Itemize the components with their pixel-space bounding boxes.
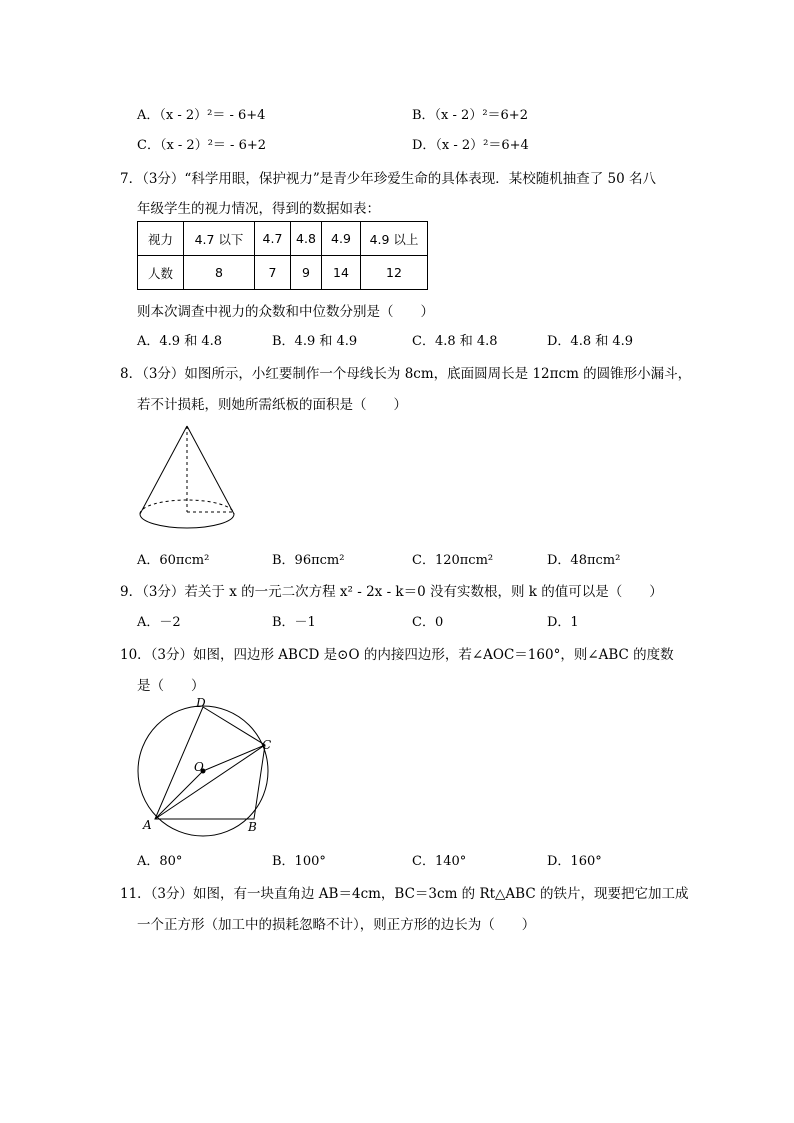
table-cell: 8 [184,256,255,290]
q7-stem-line2: 年级学生的视力情况，得到的数据如表： [137,201,380,217]
table-cell: 4.9 以上 [361,222,428,256]
q11-stem-line2: 一个正方形（加工中的损耗忽略不计），则正方形的边长为（ ） [137,917,536,933]
q8-option-b: B．96πcm² [272,553,345,568]
q8-option-d: D．48πcm² [547,553,621,568]
q10-option-a: A．80° [137,854,183,869]
table-cell: 9 [291,256,322,290]
q6-option-b: B．（x - 2）²＝6+2 [412,108,528,123]
q6-option-c: C．（x - 2）²＝ - 6+2 [137,138,267,153]
table-cell: 12 [361,256,428,290]
q11-stem-line1: 11．（3分）如图，有一块直角边 AB＝4cm，BC＝3cm 的 Rt△ABC 的铁片，现要把它加工成 [120,886,689,902]
q6-option-d: D．（x - 2）²＝6+4 [412,138,529,153]
cone-figure [130,418,250,536]
q9-option-d: D．1 [547,615,579,630]
q8-stem-line2: 若不计损耗，则她所需纸板的面积是（ ） [137,397,407,413]
q10-stem-line2: 是（ ） [137,678,205,694]
table-cell: 视力 [138,222,184,256]
label-o: O [194,760,204,774]
vision-data-table [137,221,428,290]
table-cell: 7 [255,256,291,290]
table-cell: 4.7 [255,222,291,256]
q10-option-c: C．140° [412,854,467,869]
circle-quadrilateral-figure [135,693,285,838]
q6-option-a: A．（x - 2）²＝ - 6+4 [137,108,266,123]
q9-option-c: C．0 [412,615,444,630]
q9-option-b: B．－1 [272,615,316,630]
q7-stem-line1: 7．（3分）“科学用眼，保护视力”是青少年珍爱生命的具体表现．某校随机抽查了 50 名八 [120,171,656,187]
table-row [138,256,428,290]
q9-option-a: A．－2 [137,615,181,630]
q10-option-d: D．160° [547,854,602,869]
table-row [138,222,428,256]
label-b: B [248,820,257,834]
table-cell: 14 [322,256,361,290]
q8-option-c: C．120πcm² [412,553,494,568]
q8-option-a: A．60πcm² [137,553,210,568]
label-d: D [196,696,206,710]
q7-option-c: C．4.8 和 4.8 [412,334,498,349]
table-cell: 4.8 [291,222,322,256]
table-cell: 4.9 [322,222,361,256]
q7-option-a: A．4.9 和 4.8 [137,334,223,349]
q10-stem-line1: 10．（3分）如图，四边形 ABCD 是⊙O 的内接四边形，若∠AOC＝160°，则∠ABC 的度数 [120,647,674,663]
q10-option-b: B．100° [272,854,326,869]
table-cell: 人数 [138,256,184,290]
q7-question: 则本次调查中视力的众数和中位数分别是（ ） [137,304,434,320]
label-c: C [262,738,272,752]
q9-stem: 9．（3分）若关于 x 的一元二次方程 x² - 2x - k＝0 没有实数根，则 k 的值可以是（ ） [120,584,663,600]
table-cell: 4.7 以下 [184,222,255,256]
q7-option-b: B．4.9 和 4.9 [272,334,358,349]
label-a: A [143,818,152,832]
q8-stem-line1: 8．（3分）如图所示，小红要制作一个母线长为 8cm，底面圆周长是 12πcm 的圆锥形小漏斗， [120,366,692,382]
q7-option-d: D．4.8 和 4.9 [547,334,634,349]
